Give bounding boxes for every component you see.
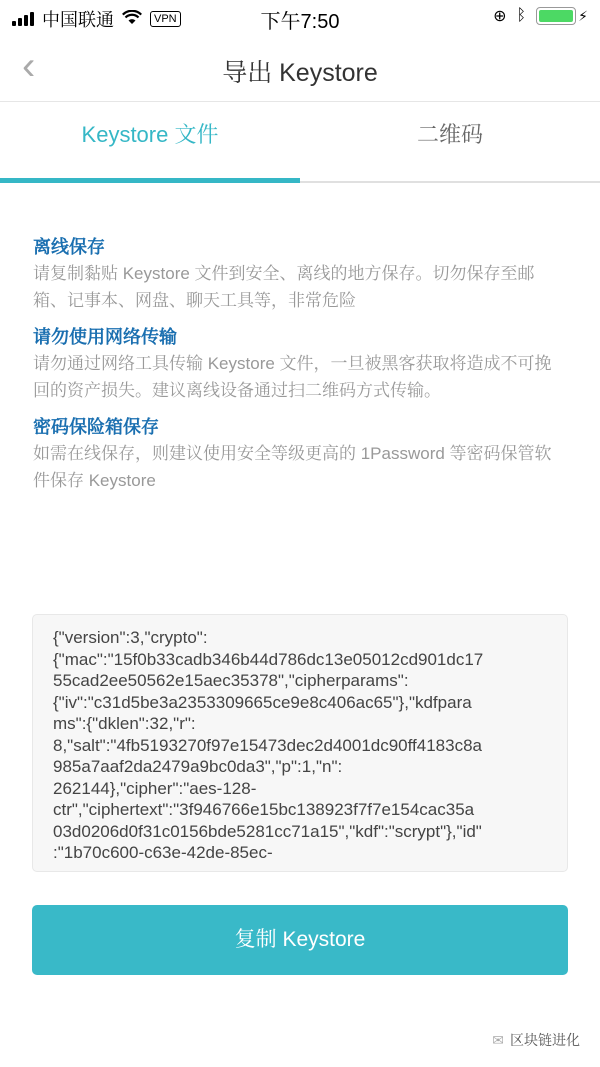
charging-icon: ⚡ [578,7,588,24]
section-heading: 请勿使用网络传输 [33,327,177,347]
section-text: 请复制黏贴 Keystore 文件到安全、离线的地方保存。切勿保存至邮箱、记事本、网盘、聊天工具等，非常危险 [33,264,535,310]
copy-keystore-button[interactable]: 复制 Keystore [32,905,568,975]
keystore-line: :"1b70c600-c63e-42de-85ec- [53,843,273,862]
keystore-line: {"version":3,"crypto": [53,628,208,647]
vpn-badge: VPN [150,11,181,27]
section-no-network [33,324,563,404]
keystore-text-box[interactable] [32,614,568,872]
bluetooth-icon: ᛒ [516,7,527,24]
watermark [492,1030,580,1050]
nav-bar [0,34,600,102]
instructions [33,234,563,504]
section-heading: 离线保存 [33,237,105,257]
section-password-vault [33,414,563,494]
keystore-line: 55cad2ee50562e15aec35378","cipherparams": [53,671,409,690]
wechat-icon: ✉ [492,1031,504,1048]
section-text: 如需在线保存，则建议使用安全等级更高的 1Password 等密码保管软件保存 Keystore [33,444,552,490]
keystore-line: {"mac":"15f0b33cadb346b44d786dc13e05012cd901dc17 [53,649,484,669]
tab-qr-code[interactable]: 二维码 [416,122,483,147]
keystore-line: 8,"salt":"4fb5193270f97e15473dec2d4001dc90ff4183c8a [53,735,483,755]
keystore-line: {"iv":"c31d5be3a2353309665ce9e8c406ac65"},"kdfpara [53,692,472,712]
rotation-lock-icon: ⊕ [493,8,507,25]
keystore-line: 985a7aaf2da2479a9bc0da3","p":1,"n": [53,757,343,776]
tab-keystore-file[interactable]: Keystore 文件 [0,102,300,181]
carrier: 中国联通 [42,10,114,30]
tab-bar [0,102,600,183]
chevron-left-icon: ‹ [22,44,36,88]
clock: 下午7:50 [260,11,340,33]
keystore-line: 262144},"cipher":"aes-128- [53,778,257,798]
keystore-line: ctr","ciphertext":"3f946766e15bc138923f7f7e154cac35a [53,800,475,819]
watermark-text: 区块链进化 [510,1032,580,1048]
status-bar [0,0,600,34]
keystore-line: 03d0206d0f31c0156bde5281cc71a15","kdf":"scrypt"},"id" [53,821,482,841]
section-text: 请勿通过网络工具传输 Keystore 文件，一旦被黑客获取将造成不可挽回的资产损失。建议离线设备通过扫二维码方式传输。 [33,354,552,400]
section-heading: 密码保险箱保存 [33,417,159,437]
battery-icon [536,7,576,25]
section-offline-save [33,234,563,314]
keystore-line: ms":{"dklen":32,"r": [53,714,196,733]
page-title: 导出 Keystore [222,59,378,87]
